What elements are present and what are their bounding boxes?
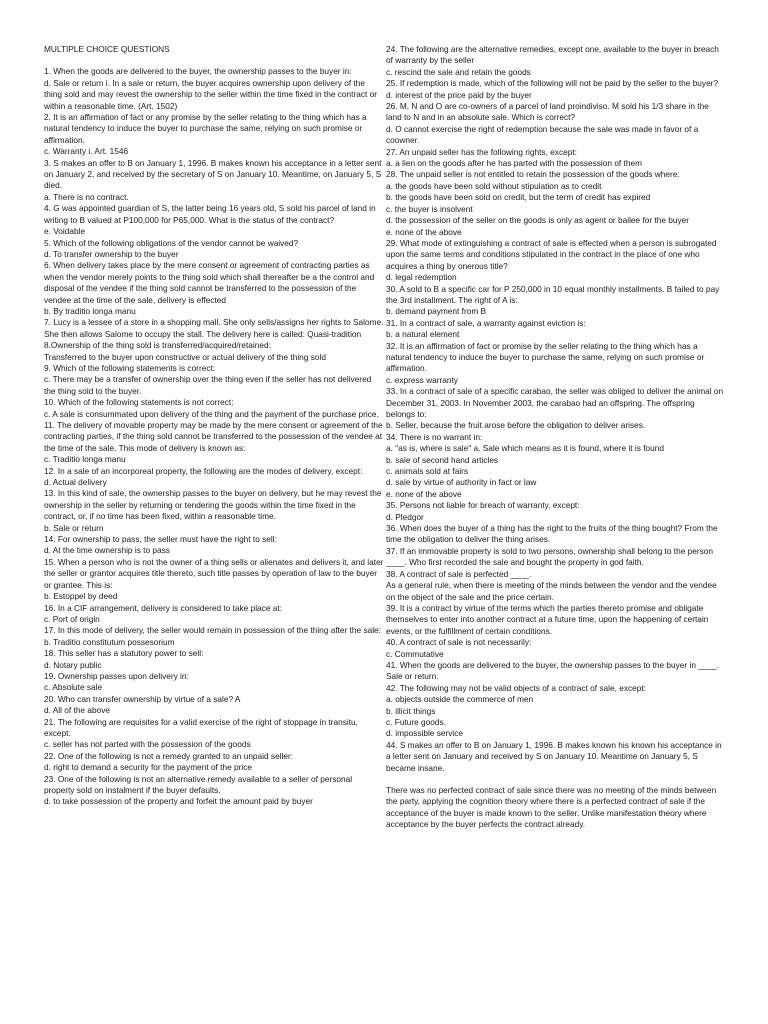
left-column-line: d. To transfer ownership to the buyer [44,248,179,259]
right-column-line: 27. An unpaid seller has the following rights, except: [386,146,577,157]
right-column-line: 44. S makes an offer to B on January 1, 1996. B makes known his known his acceptance in a letter sent on January and received by S on January 10. Meantime on January 5, S became insane. [386,739,722,773]
left-column-line: 23. One of the following is not an alternative remedy available to a seller of personal property sold on instalment if the buyer defaults. [44,773,353,795]
right-column-line: a. "as is, where is sale" a. Sale which means as it is found, where it is found [386,443,664,454]
right-column-line: b. the goods have been sold on credit, but the term of credit has expired [386,192,651,203]
right-column-line: d. impossible service [386,728,464,739]
right-column-line: c. Future goods. [386,716,446,727]
right-column-line: 42. The following may not be valid objects of a contract of sale, except: [386,682,646,693]
left-column-line: b. By traditio longa manu [44,305,136,316]
left-column-line: 22. One of the following is not a remedy granted to an unpaid seller: [44,750,294,761]
right-column-line: a. the goods have been sold without stipulation as to credit [386,180,602,191]
right-column-spacer [386,774,724,785]
right-column-line: a. objects outside the commerce of men [386,694,534,705]
right-column-line: 36. When does the buyer of a thing has the right to the fruits of the thing bought? From the time the obligation to deliver the thing arises. [386,523,718,545]
right-column-line: Sale or return. [386,671,439,682]
left-column-line: c. Port of origin [44,613,100,624]
left-column-line: 12. In a sale of an incorporeal property, the following are the modes of delivery, except: [44,465,363,476]
right-column-line: d. Pledgor [386,511,424,522]
left-column-line: c. seller has not parted with the possession of the goods [44,739,251,750]
right-column-line: d. sale by virtue of authority in fact or law [386,477,537,488]
right-column-line: 33. In a contract of sale of a specific carabao, the seller was obliged to deliver the animal on December 31, 2003. In November 2003, the carabao had an offspring. The offspring belongs to: [386,386,724,419]
left-column-line: 17. In this mode of delivery, the seller would remain in possession of the thing after the sale: [44,625,381,636]
left-column-line: 15. When a person who is not the owner of a thing sells or alienates and delivers it, and later the seller or grantor acquires title thereto, such title passes by operation of law to the buyer or grantee. This is: [44,556,384,590]
right-column-line: 25. If redemption is made, which of the following will not be paid by the seller to the buyer? [386,78,719,89]
right-column-line: 29. What mode of extinguishing a contract of sale is effected when a person is subrogated upon the same terms and conditions stipulated in the contract in the place of one who acquires a thing by onerous title? [386,237,717,271]
right-column-line: 28. The unpaid seller is not entitled to retain the possession of the goods where: [386,169,680,180]
left-column-line: d. right to demand a security for the payment of the price [44,762,252,773]
right-column-line: There was no perfected contract of sale since there was no meeting of the minds between the party, applying the cognition theory where there is a perfected contract of sale if the acceptance of the buyer is made known to the seller. Unlike manifestation theory where acceptance by the buyer perfects the contract already. [386,785,717,830]
right-column-line: d. interest of the price paid by the buyer [386,89,532,100]
left-column-line: b. Sale or return [44,522,104,533]
right-column-line: 32. It is an affirmation of fact or promise by the seller relating to the thing which has a natural tendency to induce the buyer to purchase the same, relying on such promise or affirmation. [386,340,705,374]
left-column-line: Transferred to the buyer upon constructive or actual delivery of the thing sold [44,351,326,362]
right-column-line: c. Commutative [386,648,444,659]
right-column-line: 40. A contract of sale is not necessarily: [386,637,532,648]
left-column-line: 18. This seller has a statutory power to sell: [44,648,204,659]
left-column-line: 2. It is an affirmation of fact or any promise by the seller relating to the thing which has a natural tendency to induce the buyer to purchase the same, relying on such promise or affirmation. [44,112,367,145]
left-column-line: b. Estoppel by deed [44,591,118,602]
right-column-line: b. Seller, because the fruit arose before the obligation to deliver arises. [386,420,646,431]
left-column-line: d. Notary public [44,659,102,670]
left-column-line: b. Traditio constitutum possesorium [44,636,175,647]
right-column-line: d. O cannot exercise the right of redemption because the sale was made in favor of a coowner. [386,123,699,146]
right-column-line: e. none of the above [386,226,462,237]
left-column-line: 8.Ownership of the thing sold is transferred/acquired/retained: [44,340,271,351]
left-column-line: 16. In a CIF arrangement, delivery is considered to take place at: [44,602,282,613]
right-column-line: c. the buyer is insolvent [386,203,473,214]
left-column-line: 14. For ownership to pass, the seller must have the right to sell: [44,534,277,545]
left-column-line: a. There is no contract. [44,191,129,202]
right-column-line: 31. In a contract of sale, a warranty against eviction is: [386,317,586,328]
left-column-line: d. Sale or return i. In a sale or return, the buyer acquires ownership upon delivery of the thing sold and may revest the ownership to the seller within the time fixed in the contract or within a reasonable time. (Art. 1502) [44,77,377,111]
right-column-line: c. animals sold at fairs [386,466,469,477]
right-column-line: 38. A contract of sale is perfected ____. [386,568,532,579]
left-column-spacer [44,55,384,66]
right-column-line: b. demand payment from B [386,306,487,317]
left-column-line: 7. Lucy is a lessee of a store in a shopping mall. She only sells/assigns her rights to Salome. She then allows Salome to occupy the stall. The delivery here is called: Quasi-tradition [44,317,384,339]
left-column-line: 21. The following are requisites for a valid exercise of the right of stoppage in transitu, except: [44,716,358,738]
right-column-line: e. none of the above [386,488,462,499]
right-column-line: As a general rule, when there is meeting of the minds between the vendor and the vendee on the object of the sale and the price certain. [386,580,717,602]
right-column-line: c. express warranty [386,374,458,385]
left-column-line: d. At the time ownership is to pass [44,545,170,556]
left-column-line: 5. Which of the following obligations of the vendor cannot be waived? [44,237,299,248]
right-column-line: d. legal redemption [386,272,457,283]
right-column-line: b. a natural element [386,329,460,340]
left-column-line: 4. G was appointed guardian of S, the latter being 16 years old, S sold his parcel of land in writing to B valued at P100,000 for P65,000. What is the status of the contract? [44,203,376,225]
left-column-line: d. to take possession of the property and forfeit the amount paid by buyer [44,796,313,807]
left-column-line: 19. Ownership passes upon delivery in: [44,670,189,681]
right-column-line: b. illicit things [386,705,436,716]
left-column-line: 10. Which of the following statements is not correct: [44,397,234,408]
left-column-line: c. A sale is consummated upon delivery of the thing and the payment of the purchase price. [44,408,379,419]
right-column-line: 34. There is no warrant in: [386,431,483,442]
left-column-line: 3. S makes an offer to B on January 1, 1996. B makes known his acceptance in a letter sent on January 2, and received by the secretary of S on January 10. Meantime, on January 5, S died. [44,157,382,191]
right-column-line: b. sale of second hand articles [386,454,499,465]
left-column-line: 11. The delivery of movable property may be made by the mere consent or agreement of the contracting parties, if the thing sold cannot be transferred to the possession of the vendee at the time of the sale. This mode of delivery is known as: [44,420,383,453]
left-column-line: 13. In this kind of sale, the ownership passes to the buyer on delivery, but he may revest the ownership in the seller by returning or tendering the goods within the time fixed in the contract, or, if no time has been fixed, within a reasonable time. [44,488,382,522]
left-column-line: 1. When the goods are delivered to the buyer, the ownership passes to the buyer in: [44,66,352,77]
right-column [386,44,724,831]
left-column-line: e. Voidable [44,226,86,237]
left-column-line: c. Warranty i. Art. 1546 [44,146,129,157]
right-column-line: 24. The following are the alternative remedies, except one, available to the buyer in breach of warranty by the seller [386,44,719,66]
left-column-line: c. There may be a transfer of ownership over the thing even if the seller has not delivered the thing sold to the buyer. [44,374,372,396]
left-column-line: MULTIPLE CHOICE QUESTIONS [44,44,170,54]
right-column-line: d. the possession of the seller on the goods is only as agent or bailee for the buyer [386,215,690,226]
left-column-line: c. Traditio longa manu [44,454,126,465]
left-column [44,44,384,808]
right-column-line: 37. If an immovable property is sold to two persons, ownership shall belong to the person ____. Who first recorded the sale and bought the property in god faith. [386,545,713,568]
right-column-line: 35. Persons not liable for breach of warranty, except: [386,500,580,511]
left-column-line: c. Absolute sale [44,682,103,693]
left-column-line: d. All of the above [44,705,110,716]
right-column-line: 26. M, N and O are co-owners of a parcel of land proindiviso. M sold his 1/3 share in the land to N and in an absolute sale. Which is correct? [386,101,709,123]
right-column-line: 41. When the goods are delivered to the buyer, the ownership passes to the buyer in ____. [386,659,720,670]
right-column-line: 30. A sold to B a specific car for P 250,000 in 10 equal monthly installments. B failed to pay the 3rd installment. The right of A is: [386,283,720,305]
left-column-line: 20. Who can transfer ownership by virtue of a sale? A [44,693,241,704]
left-column-line: 6. When delivery takes place by the mere consent or agreement of contracting parties as when the vendor merely points to the thing sold which shall thereafter be a the control and disposal of the vendee if the thing sold cannot be transferred to the possession of the vendee at the time of the sale, delivery is effected [44,260,375,305]
right-column-line: c. rescind the sale and retain the goods [386,66,531,77]
left-column-line: 9. Which of the following statements is correct: [44,362,216,373]
right-column-line: 39. It is a contract by virtue of the terms which the parties thereto promise and obligate themselves to enter into another contract at a future time, upon the happening of certain events, or the fulfillment of certain conditions. [386,602,709,636]
right-column-line: a. a lien on the goods after he has parted with the possession of them [386,158,642,169]
left-column-line: d. Actual delivery [44,477,107,488]
